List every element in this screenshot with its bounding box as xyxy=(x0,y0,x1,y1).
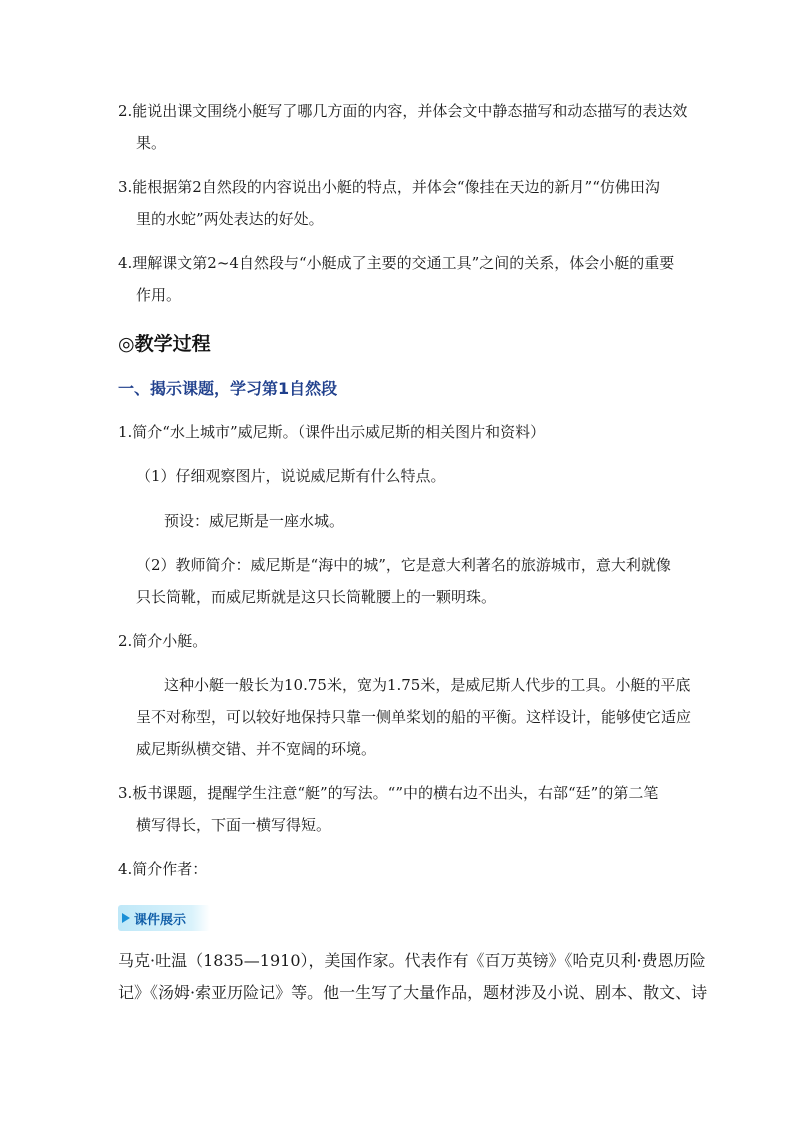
courseware-badge xyxy=(118,905,210,931)
section-heading-process: ◎教学过程 xyxy=(118,333,211,355)
step-2: 2.简介小艇。 xyxy=(118,632,208,650)
author-intro: 马克·吐温（1835—1910），美国作家。代表作有《百万英镑》《哈克贝利·费恩历险 记》《汤姆·索亚历险记》等。他一生写了大量作品，题材涉及小说、剧本、散文、诗 xyxy=(118,951,708,1002)
goal-item-3: 3.能根据第2自然段的内容说出小艇的特点，并体会“像挂在天边的新月”“仿佛田沟 里的水蛇”两处表达的好处。 xyxy=(118,178,660,228)
step-1-sub-1: （1）仔细观察图片，说说威尼斯有什么特点。 xyxy=(136,467,446,485)
badge-label: 课件展示 xyxy=(134,912,187,928)
goal-item-2: 2.能说出课文围绕小艇写了哪几方面的内容，并体会文中静态描写和动态描写的表达效 果。 xyxy=(118,102,688,152)
step-1-sub-2: （2）教师简介：威尼斯是“海中的城”，它是意大利著名的旅游城市，意大利就像 只长筒靴，而威尼斯就是这只长筒靴腰上的一颗明珠。 xyxy=(136,556,671,606)
step-4: 4.简介作者： xyxy=(118,860,208,878)
section-title-1: 一、揭示课题，学习第1自然段 xyxy=(118,379,338,398)
goal-item-4: 4.理解课文第2~4自然段与“小艇成了主要的交通工具”之间的关系，体会小艇的重要 作用。 xyxy=(118,254,675,304)
step-2-text: 这种小艇一般长为10.75米，宽为1.75米，是威尼斯人代步的工具。小艇的平底 呈不对称型，可以较好地保持只靠一侧单桨划的船的平衡。这样设计，能够使它适应 威尼斯纵横交错、并不宽阔的环境。 xyxy=(136,676,692,758)
step-3: 3.板书课题，提醒学生注意“艇”的写法。“”中的横右边不出头，右部“廷”的第二笔 横写得长，下面一横写得短。 xyxy=(118,784,659,834)
step-1: 1.简介“水上城市”威尼斯。（课件出示威尼斯的相关图片和资料） xyxy=(118,423,546,441)
step-1-preset: 预设：威尼斯是一座水城。 xyxy=(164,512,345,530)
play-triangle-icon xyxy=(122,913,130,923)
